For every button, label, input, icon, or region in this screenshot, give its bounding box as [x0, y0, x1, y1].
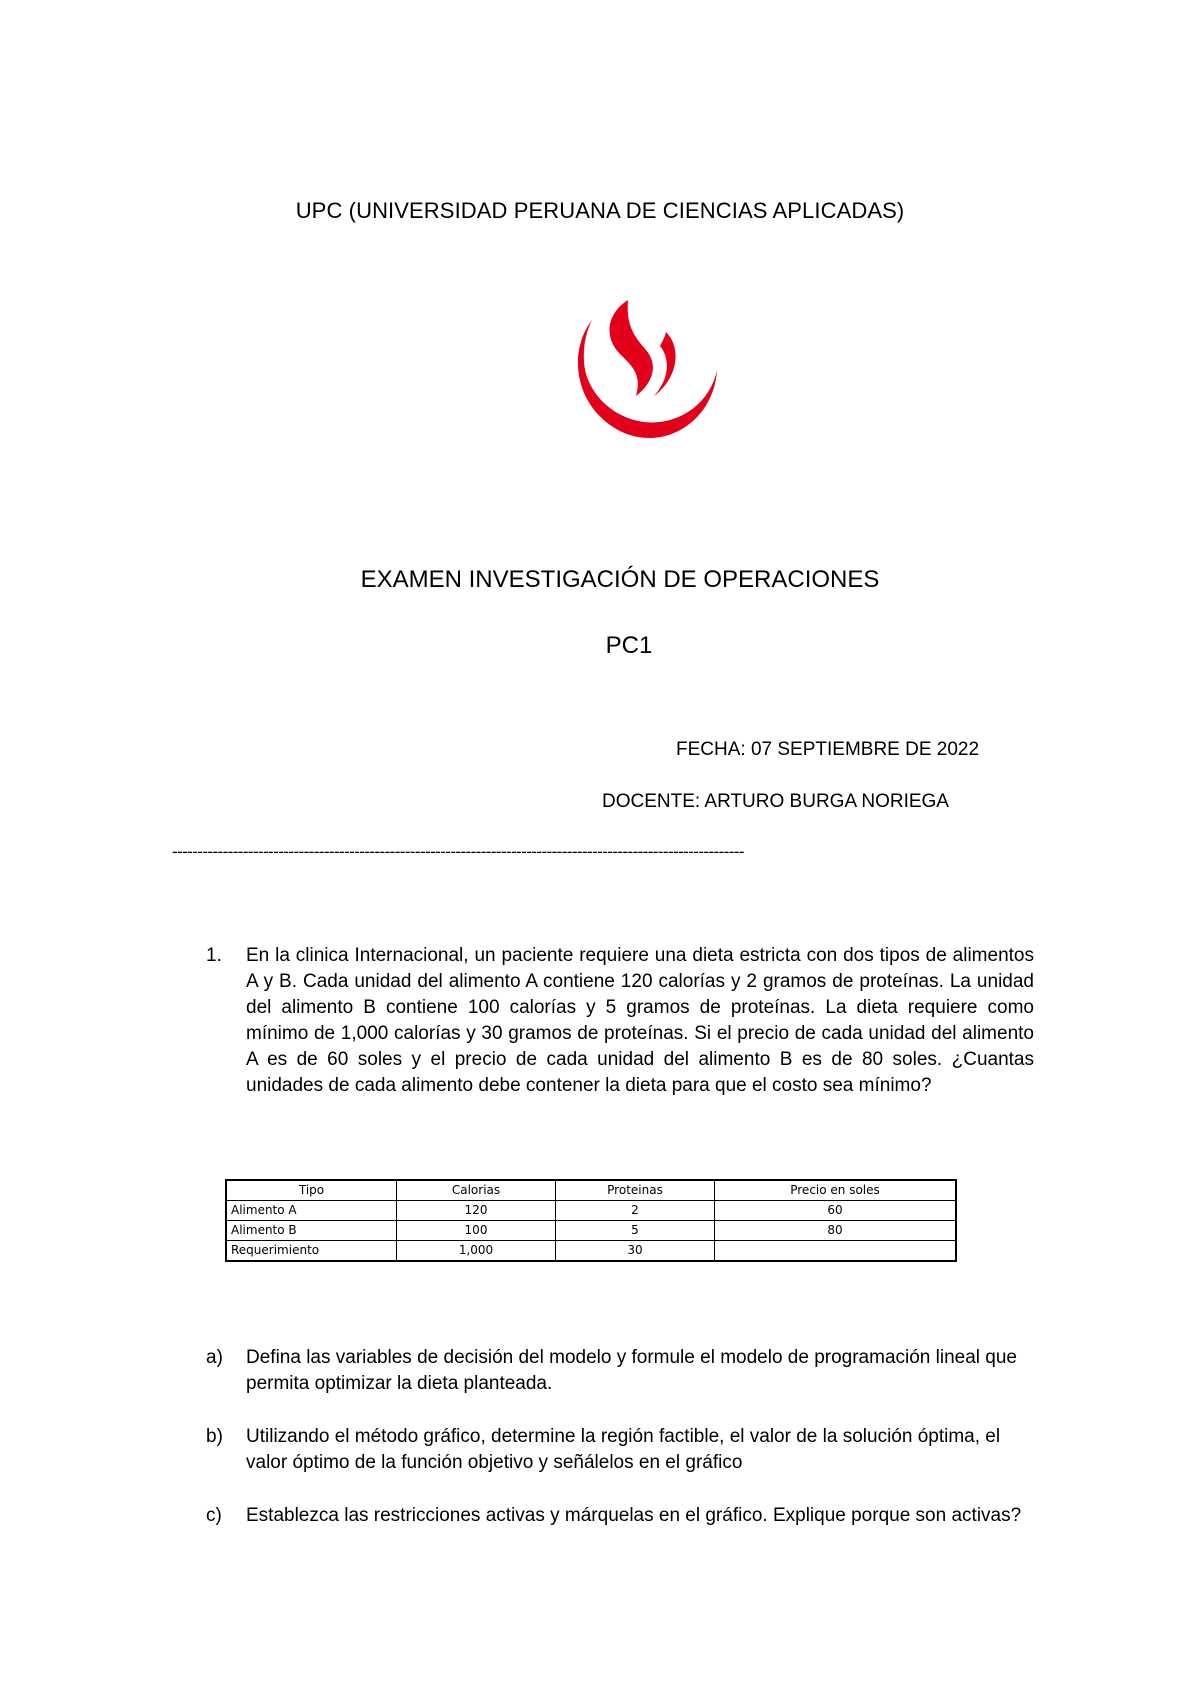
subquestion-letter: b): [206, 1426, 223, 1447]
subquestion-text: Establezca las restricciones activas y márquelas en el gráfico. Explique porque son activas?: [246, 1505, 1022, 1526]
table-cell: 100: [397, 1221, 556, 1241]
subquestion-text: Utilizando el método gráfico, determine la región factible, el valor de la solución óptima, el valor óptimo de la función objetivo y señálelos en el gráfico: [246, 1426, 1001, 1473]
table-header-row: [226, 1180, 956, 1201]
subquestion-letter: c): [206, 1505, 222, 1526]
subquestion-c: [206, 1503, 1034, 1529]
subquestion-text: Defina las variables de decisión del modelo y formule el modelo de programación lineal que permita optimizar la dieta planteada.: [246, 1347, 1017, 1394]
table-cell: 120: [397, 1201, 556, 1221]
question-number: 1.: [206, 945, 222, 966]
institution-name: UPC (UNIVERSIDAD PERUANA DE CIENCIAS APLICADAS): [295, 198, 905, 223]
table-header: Tipo: [226, 1180, 397, 1201]
table-cell: 60: [715, 1201, 957, 1221]
separator-line: -----------------------------------------------------------------------------------------------------------------: [172, 842, 744, 861]
table-row: [226, 1241, 956, 1262]
data-table: [225, 1179, 957, 1262]
exam-teacher: DOCENTE: ARTURO BURGA NORIEGA: [602, 791, 949, 812]
table-cell: [715, 1241, 957, 1262]
upc-flame-logo-icon: [570, 292, 720, 442]
subquestion-a: [206, 1345, 1034, 1397]
exam-title: EXAMEN INVESTIGACIÓN DE OPERACIONES: [360, 566, 880, 593]
logo-flame: [610, 300, 653, 396]
logo-flame-right: [654, 332, 676, 396]
table-header: Calorias: [397, 1180, 556, 1201]
exam-code: PC1: [605, 632, 653, 659]
question-text: En la clinica Internacional, un paciente requiere una dieta estricta con dos tipos de alimentos A y B. Cada unidad del alimento A contiene 120 calorías y 2 gramos de proteínas. La unidad del alimento B contiene 100 calorías y 5 gramos de proteínas. La dieta requiere como mínimo de 1,000 calorías y 30 gramos de proteínas. Si el precio de cada unidad del alimento A es de 60 soles y el precio de cada unidad del alimento B es de 80 soles. ¿Cuantas unidades de cada alimento debe contener la dieta para que el costo sea mínimo?: [246, 945, 1034, 1096]
table-cell: Alimento B: [226, 1221, 397, 1241]
table-cell: 5: [556, 1221, 715, 1241]
table-header: Precio en soles: [715, 1180, 957, 1201]
table-cell: 80: [715, 1221, 957, 1241]
table-cell: Alimento A: [226, 1201, 397, 1221]
table-cell: 2: [556, 1201, 715, 1221]
table-cell: Requerimiento: [226, 1241, 397, 1262]
question-1: [206, 943, 1034, 1099]
exam-date: FECHA: 07 SEPTIEMBRE DE 2022: [676, 739, 980, 760]
subquestion-letter: a): [206, 1347, 223, 1368]
subquestion-b: [206, 1424, 1034, 1476]
table-row: [226, 1221, 956, 1241]
table-row: [226, 1201, 956, 1221]
table-cell: 1,000: [397, 1241, 556, 1262]
table-header: Proteinas: [556, 1180, 715, 1201]
table-cell: 30: [556, 1241, 715, 1262]
